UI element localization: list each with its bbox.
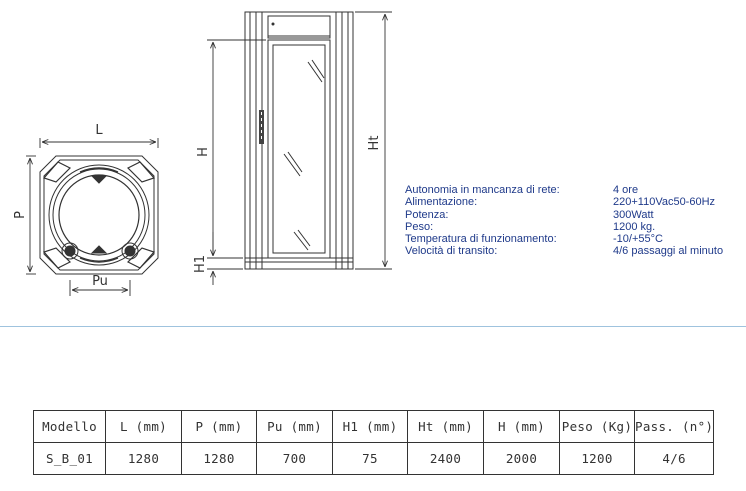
spec-value: 220+110Vac50-60Hz: [613, 196, 716, 209]
table-cell: 2000: [484, 443, 560, 475]
table-cell: 1280: [182, 443, 257, 475]
table-cell: 75: [333, 443, 408, 475]
spec-label: Temperatura di funzionamento:: [405, 233, 557, 246]
table-cell: S_B_01: [34, 443, 106, 475]
header-cell: H (mm): [484, 411, 560, 443]
header-cell: Modello: [34, 411, 106, 443]
model-table: [33, 410, 714, 475]
header-cell: P (mm): [182, 411, 257, 443]
plan-view: [40, 156, 158, 274]
spec-label: Peso:: [405, 220, 434, 233]
spec-label: Potenza:: [405, 208, 449, 221]
dim-label-Pu: Pu: [92, 274, 108, 289]
table-cell: 2400: [408, 443, 484, 475]
dim-label-H: H: [196, 147, 211, 157]
spec-value: -10/+55°C: [613, 233, 663, 246]
dim-label-H1: H1: [193, 254, 208, 274]
table-cell: 1200: [560, 443, 635, 475]
spec-row-weight: [405, 221, 740, 233]
dim-label-L: L: [95, 123, 103, 138]
spec-label: Alimentazione:: [405, 196, 478, 209]
dim-label-P: P: [13, 211, 28, 219]
header-cell: L (mm): [106, 411, 182, 443]
table-row: [34, 443, 714, 475]
header-cell: Pass. (n°): [635, 411, 714, 443]
spec-value: 300Watt: [613, 208, 654, 221]
spec-value: 4/6 passaggi al minuto: [613, 245, 724, 258]
spec-value: 1200 kg.: [613, 220, 656, 233]
plan-dimension-lines: [26, 138, 158, 296]
spec-row-power: [405, 209, 740, 221]
spec-list: [405, 184, 740, 258]
table-cell: 4/6: [635, 443, 714, 475]
header-cell: Ht (mm): [408, 411, 484, 443]
table-header-row: [34, 411, 714, 443]
header-cell: H1 (mm): [333, 411, 408, 443]
spec-row-power-supply: [405, 196, 740, 208]
spec-label: Autonomia in mancanza di rete:: [405, 184, 560, 196]
spec-row-transit-speed: [405, 245, 740, 257]
table-cell: 1280: [106, 443, 182, 475]
header-cell: Peso (Kg): [560, 411, 635, 443]
spec-row-temperature: [405, 233, 740, 245]
spec-value: 4 ore: [613, 184, 639, 196]
spec-label: Velocità di transito:: [405, 245, 498, 258]
spec-row-autonomy: [405, 184, 740, 196]
elevation-dimension-lines: [207, 12, 392, 285]
table-cell: 700: [257, 443, 333, 475]
dim-label-Ht: Ht: [367, 135, 382, 151]
header-cell: Pu (mm): [257, 411, 333, 443]
section-divider: [0, 326, 746, 327]
